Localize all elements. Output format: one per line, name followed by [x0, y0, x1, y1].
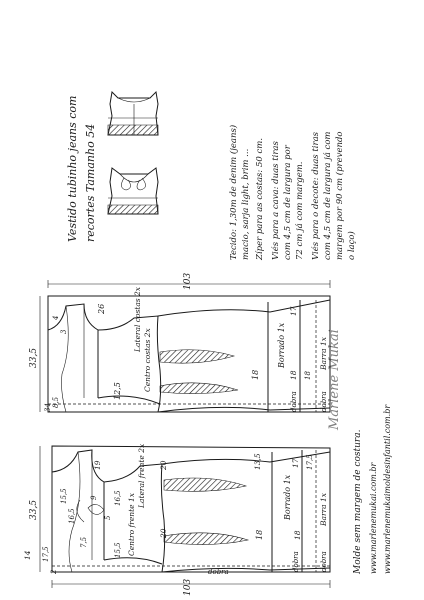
front-m18b: 18 [293, 530, 302, 540]
front-m135: 13,5 [253, 453, 262, 470]
title-line-2: recortes Tamanho 54 [84, 123, 97, 242]
note-6: 72 cm já com margem. [295, 161, 305, 260]
back-dobra-1: dobra [290, 391, 298, 412]
front-hem-label: Borrado 1x [283, 474, 292, 520]
front-hem2-label: Barra 1x [319, 492, 328, 526]
title-line-1: Vestido tubinho jeans com [66, 95, 79, 242]
back-hem2-label: Barra 1x [319, 336, 328, 370]
note-4: Viés para a cava: duas tiras [271, 141, 281, 260]
front-labels [23, 443, 328, 596]
back-dobra-2: dobra [320, 391, 328, 412]
back-m18: 18 [251, 369, 260, 380]
back-pattern [40, 280, 330, 412]
back-hem-label: Borrado 1x [277, 322, 286, 368]
front-dobra-center: dobra [208, 568, 229, 576]
front-m165: 16,5 [68, 508, 76, 524]
footer-line-1: Molde sem margem de costura. [353, 429, 363, 574]
front-m155: 15,5 [60, 488, 68, 504]
title-block [66, 96, 97, 242]
footer [353, 404, 392, 575]
front-m2: 2 [50, 569, 58, 574]
footer-line-2: www.marlenemukai.com.br [369, 462, 378, 574]
front-m165b: 16,5 [114, 490, 122, 506]
front-m175b: 17,5 [306, 454, 314, 470]
back-m4: 4 [52, 315, 60, 320]
back-m3: 3 [60, 329, 68, 334]
front-m175: 17,5 [42, 546, 50, 562]
back-m26: 26 [97, 303, 106, 314]
back-top-total: 103 [183, 272, 193, 290]
front-bottom-total: 103 [183, 578, 193, 596]
notes-block [228, 125, 357, 261]
note-5: com 4,5 cm de largura por [283, 145, 293, 260]
signature [327, 329, 342, 431]
front-m20: 20 [159, 460, 168, 470]
note-10: o laço) [347, 231, 357, 260]
back-m85: 8,5 [52, 396, 60, 408]
front-dobra-1: dobra [292, 551, 300, 572]
front-m17: 17 [291, 458, 300, 468]
front-m19: 19 [93, 460, 102, 470]
front-m9: 9 [90, 495, 98, 500]
front-m155b: 15,5 [114, 542, 122, 558]
front-m14: 14 [23, 550, 32, 560]
back-width: 33,5 [29, 347, 39, 368]
front-width: 33,5 [29, 499, 39, 520]
note-9: margem por 90 cm (prevendo [335, 131, 345, 260]
front-m20b: 20 [159, 528, 168, 538]
front-lateral-label: Lateral frente 2x [137, 443, 146, 508]
note-1: Tecido: 1,30m de denim (jeans) [229, 124, 239, 260]
back-m17: 17 [289, 306, 298, 316]
front-center-label: Centro frente 1x [127, 493, 136, 556]
back-top-label: Centro costas 2x [143, 328, 152, 392]
note-8: com 4,5 cm de largura já com [323, 131, 333, 260]
footer-line-3: www.marlenemukaimoldesinfantil.com.br [383, 404, 392, 574]
dress-sketch-front [108, 168, 158, 214]
note-7: Viés para o decote: duas tiras [311, 132, 321, 260]
front-m18: 18 [255, 529, 264, 540]
note-2: macio, sarja light, brim ... [241, 148, 251, 260]
signature-text: Marlene Mukai [327, 329, 342, 430]
back-lateral-label: Lateral costas 2x [133, 286, 142, 352]
note-3: Zíper para as costas: 50 cm. [255, 137, 265, 260]
back-m125: 12,5 [113, 382, 122, 400]
front-dobra-2: dobra [320, 551, 328, 572]
back-m18c: 18 [304, 371, 312, 380]
front-m75: 7,5 [80, 536, 88, 548]
back-m18b: 18 [289, 370, 298, 380]
front-m5: 5 [104, 515, 112, 520]
back-m34: 34 [44, 403, 52, 412]
dress-sketch-back [108, 92, 158, 135]
